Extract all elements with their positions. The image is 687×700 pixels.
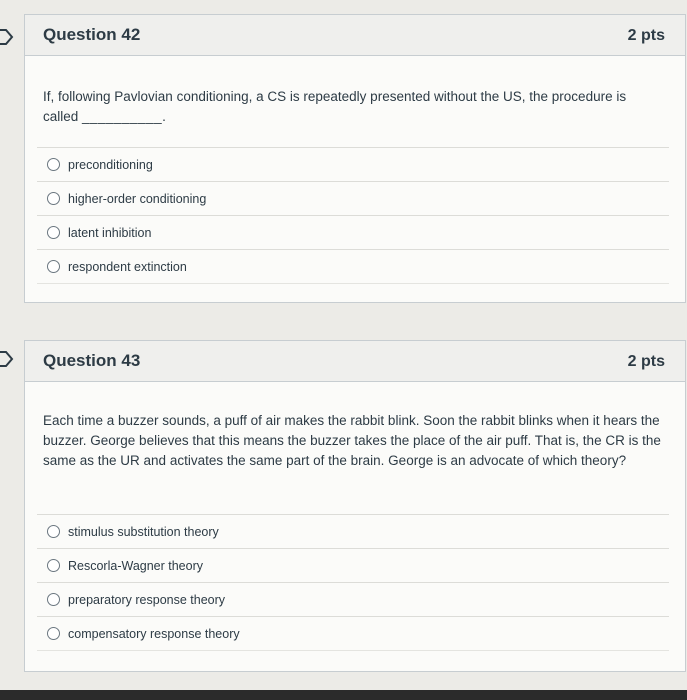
bottom-edge-bar [0,690,687,700]
radio-button-icon[interactable] [47,158,60,171]
radio-button-icon[interactable] [47,593,60,606]
radio-button-icon[interactable] [47,226,60,239]
question-title: Question 43 [43,351,141,370]
answer-option[interactable] [37,548,669,582]
answer-option[interactable] [37,514,669,548]
question-42-card [24,14,686,303]
answer-label[interactable]: respondent extinction [68,259,187,274]
answer-option[interactable] [37,249,669,284]
question-text [43,87,663,127]
answer-label[interactable]: higher-order conditioning [68,191,207,206]
question-points: 2 pts [627,27,665,44]
fill-in-blank: __________. [82,109,167,124]
question-flag-icon[interactable] [0,350,14,368]
question-header [25,15,685,56]
answer-option[interactable] [37,616,669,651]
answer-option[interactable] [37,147,669,181]
answer-list [37,147,669,284]
radio-button-icon[interactable] [47,559,60,572]
answer-list [37,514,669,651]
radio-button-icon[interactable] [47,627,60,640]
answer-label[interactable]: latent inhibition [68,225,152,240]
question-43-card [24,340,686,672]
question-flag-icon[interactable] [0,28,14,46]
answer-label[interactable]: Rescorla-Wagner theory [68,558,204,573]
question-text: Each time a buzzer sounds, a puff of air makes the rabbit blink. Soon the rabbit blinks when it hears the buzzer. George believes that this means the buzzer takes the place of the air puff. That is, the CR is the same as the UR and activates the same part of the brain. George is an advocate of which theory? [43,413,661,468]
radio-button-icon[interactable] [47,525,60,538]
question-text-body: If, following Pavlovian conditioning, a CS is repeatedly presented without the US, the procedure is called [43,89,627,124]
answer-label[interactable]: compensatory response theory [68,626,240,641]
question-header [25,341,685,382]
question-title: Question 42 [43,25,141,44]
answer-option[interactable] [37,215,669,249]
radio-button-icon[interactable] [47,192,60,205]
answer-option[interactable] [37,582,669,616]
radio-button-icon[interactable] [47,260,60,273]
answer-label[interactable]: stimulus substitution theory [68,524,219,539]
answer-option[interactable] [37,181,669,215]
answer-label[interactable]: preparatory response theory [68,592,226,607]
question-points: 2 pts [627,353,665,370]
answer-label[interactable]: preconditioning [68,157,153,172]
